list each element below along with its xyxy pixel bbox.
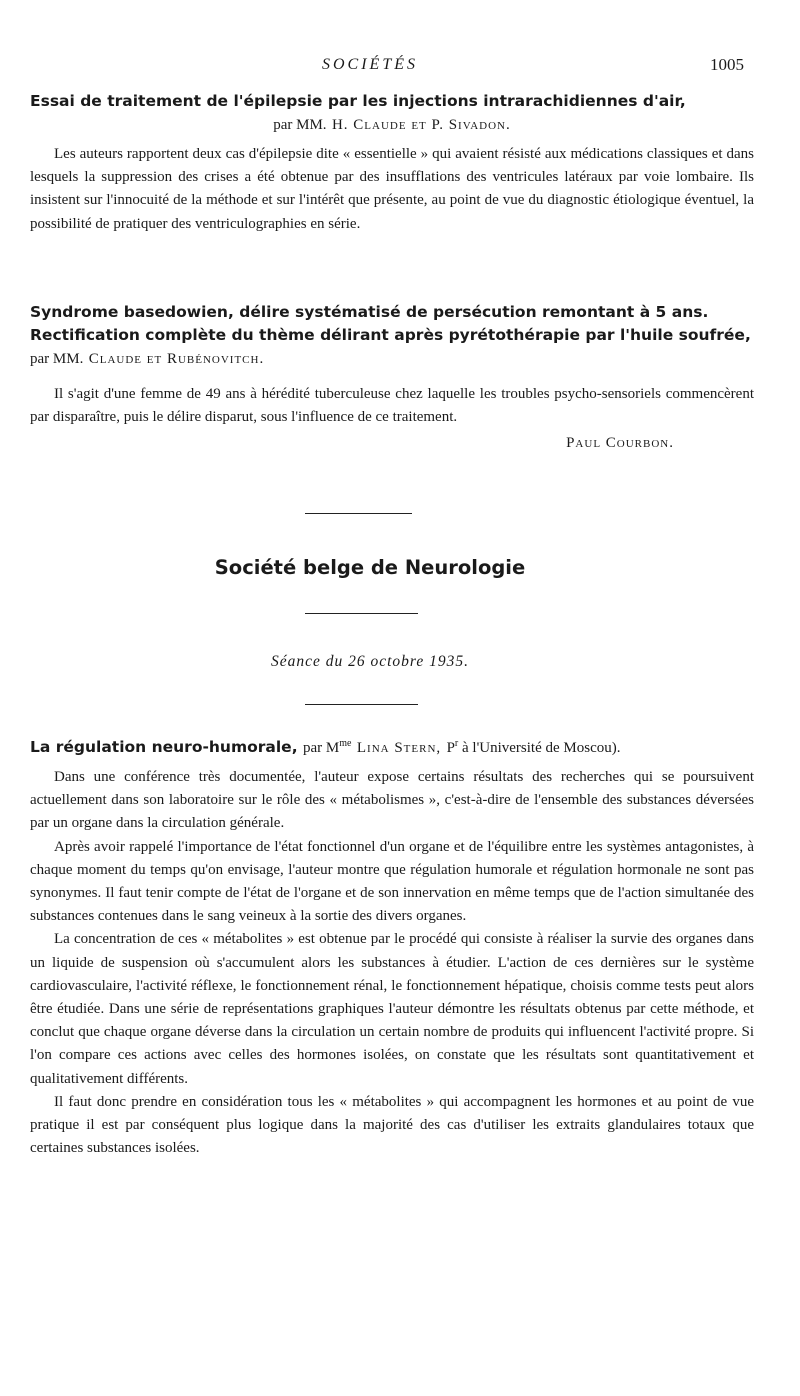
article-epilepsie — [30, 90, 754, 236]
article-title: Essai de traitement de l'épilepsie par les injections intrarachidiennes d'air, par MM. H. Claude et P. Sivadon. — [30, 92, 686, 133]
page-number: 1005 — [710, 55, 744, 74]
byline-author: Lina Stern, — [356, 740, 442, 756]
affiliation: $P^r$ à l'Université de Moscou). — [446, 738, 621, 756]
divider — [305, 513, 412, 514]
paragraph: Dans une conférence très documentée, l'auteur expose certains résultats des recherches qui se poursuivent actuellement dans son laboratoire sur le rôle des « métabolismes », c'est-à-dire de l'ensemble des substances déversées par un organe dans la circulation générale. — [30, 769, 754, 832]
paragraph: Les auteurs rapportent deux cas d'épilepsie dite « essentielle » qui avaient résisté aux médications classiques et dans lesquels la suppression des crises a été obtenue par des insufflations des ventricules latéraux par voie lombaire. Ils insistent sur l'innocuité de la méthode et sur l'intérêt que présente, au point de vue du diagnostic étiologique éventuel, la possibilité de pratiquer des ventriculographies en série. — [30, 146, 754, 232]
session-date: Séance du 26 octobre 1935. — [270, 653, 470, 670]
byline-prefix: par $M^{me}$ — [303, 738, 352, 756]
society-title: Société belge de Neurologie — [214, 556, 526, 579]
article-basedowien — [30, 301, 754, 452]
article-regulation — [30, 732, 754, 1160]
article-title: La régulation neuro-humorale, par $M^{me}$ Lina Stern, $P^r$ à l'Université de Moscou). — [30, 738, 621, 756]
paragraph: Il faut donc prendre en considération tous les « métabolites » qui accompagnent les hormones et au point de vue pratique il est par conséquent plus logique dans la majorité des cas d'utiliser les extraits glandulaires totaux que certaines substances isolées. — [30, 1093, 754, 1157]
running-title: SOCIÉTÉS — [322, 56, 418, 73]
signature: Paul Courbon. — [566, 435, 674, 452]
byline-authors: H. Claude et P. Sivadon. — [331, 117, 511, 133]
paragraph: Après avoir rappelé l'importance de l'état fonctionnel d'un organe et de l'équilibre entre les systèmes antagonistes, à chaque moment du temps qu'on envisage, l'auteur montre que régulation humorale et régulation hormonale ne sont pas synonymes. Il faut tenir compte de l'état de l'organe et de son innervation en même temps que de l'action simultanée des substances contenues dans le sang veineux à la sortie des divers organes. — [30, 838, 754, 925]
article-title: Syndrome basedowien, délire systématisé de persécution remontant à 5 ans. Rectification complète du thème délirant après pyrétothérapie par l'huile soufrée, par MM. Claude et Rubénovitch. — [30, 303, 751, 367]
paragraph: Il s'agit d'une femme de 49 ans à hérédité tuberculeuse chez laquelle les troubles psycho-sensoriels commencèrent par disparaître, puis le délire disparut, sous l'influence de ce traitement. — [30, 386, 754, 426]
byline-prefix: par MM. — [30, 351, 84, 367]
paragraph: La concentration de ces « métabolites » est obtenue par le procédé qui consiste à réaliser la survie des organes dans un liquide de suspension où s'accumulent alors les substances à étudier. L'action de ces dernières sur le système cardiovasculaire, l'activité réflexe, le fonctionnement rénal, le fonctionnement hépatique, choisis comme tests peut alors être étudiée. Dans une série de représentations graphiques l'auteur démontre les résultats obtenus par cette méthode, et conclut que chaque organe déverse dans la circulation un certain nombre de produits qui influencent l'activité propre. Si l'on compare ces actions avec celles des hormones isolées, on constate que les résultats sont quantitativement et qualitativement différents. — [30, 931, 754, 1087]
divider — [305, 613, 418, 614]
byline-authors: Claude et Rubénovitch. — [88, 351, 265, 367]
divider — [305, 704, 418, 705]
byline-prefix: par MM. — [273, 117, 327, 133]
